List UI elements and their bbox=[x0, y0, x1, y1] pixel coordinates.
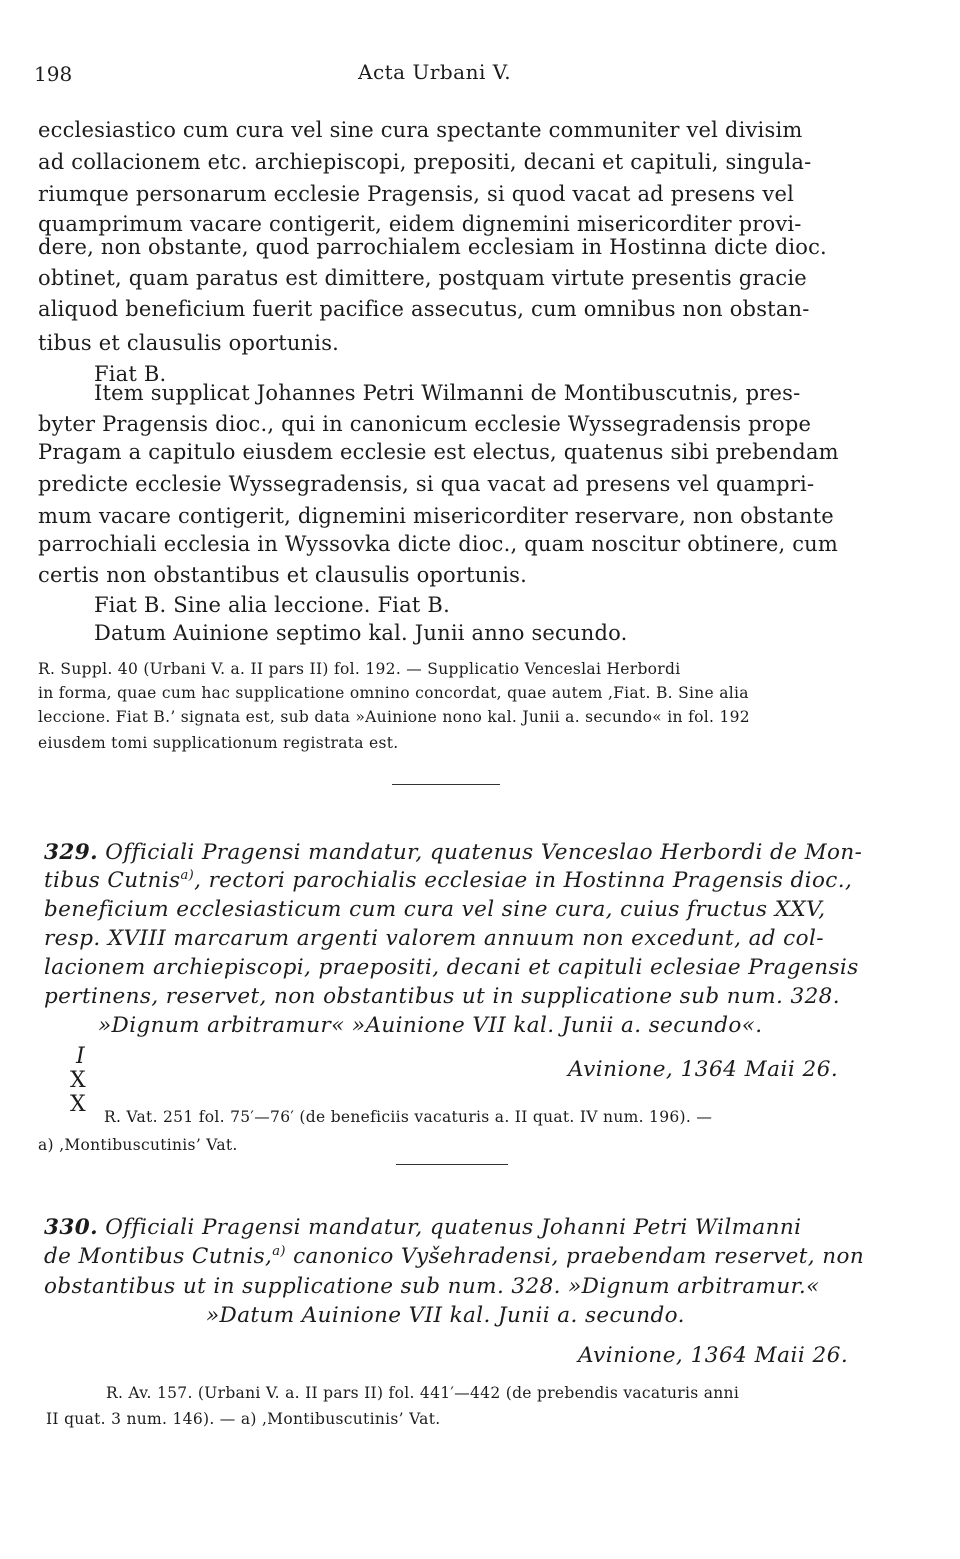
separator-rule bbox=[392, 784, 500, 785]
body-line: certis non obstantibus et clausulis oportunis. bbox=[38, 563, 528, 587]
body-line: ecclesiastico cum cura vel sine cura spectante communiter vel divisim bbox=[38, 118, 803, 142]
body-line: Pragam a capitulo eiusdem ecclesie est electus, quatenus sibi prebendam bbox=[38, 440, 839, 464]
entry-summary-line: obstantibus ut in supplicatione sub num. 328. »Dignum arbitramur.« bbox=[44, 1274, 820, 1299]
entry-number: 330. bbox=[44, 1215, 98, 1240]
entry-footnote: a) ‚Montibuscutinis’ Vat. bbox=[38, 1136, 238, 1154]
page-number: 198 bbox=[34, 62, 73, 86]
note-line: R. Suppl. 40 (Urbani V. a. II pars II) fol. 192. — Supplicatio Venceslai Herbordi bbox=[38, 660, 681, 678]
body-line: riumque personarum ecclesie Pragensis, si quod vacat ad presens vel bbox=[38, 182, 794, 206]
entry-summary-line: »Datum Auinione VII kal. Junii a. secundo. bbox=[206, 1303, 685, 1328]
entry-date: Avinione, 1364 Maii 26. bbox=[578, 1343, 849, 1368]
body-line: Item supplicat Johannes Petri Wilmanni de Montibuscutnis, pres- bbox=[94, 381, 801, 405]
body-line: mum vacare contigerit, dignemini misericorditer reservare, non obstante bbox=[38, 504, 834, 528]
entry-summary-line: »Dignum arbitramur« »Auinione VII kal. Junii a. secundo«. bbox=[98, 1013, 763, 1038]
body-line: byter Pragensis dioc., qui in canonicum ecclesie Wyssegradensis prope bbox=[38, 412, 812, 436]
body-line: predicte ecclesie Wyssegradensis, si qua vacat ad presens vel quampri- bbox=[38, 472, 815, 496]
entry-summary-line bbox=[44, 840, 862, 865]
margin-mark: X bbox=[70, 1092, 86, 1117]
summary-text: de Montibus Cutnis, bbox=[44, 1244, 273, 1270]
body-line: quamprimum vacare contigerit, eidem dignemini misericorditer provi- bbox=[38, 212, 802, 236]
margin-mark: X bbox=[70, 1068, 86, 1093]
margin-mark: I bbox=[76, 1044, 85, 1069]
entry-summary-line: beneficium ecclesiasticum cum cura vel sine cura, cuius fructus XXV, bbox=[44, 897, 826, 922]
entry-summary-text: Officiali Pragensi mandatur, quatenus Johanni Petri Wilmanni bbox=[105, 1215, 802, 1240]
body-line: dere, non obstante, quod parrochialem ecclesiam in Hostinna dicte dioc. bbox=[38, 235, 827, 259]
note-line: leccione. Fiat B.’ signata est, sub data »Auinione nono kal. Junii a. secundo« in fol. 192 bbox=[38, 708, 750, 726]
entry-summary-line bbox=[44, 1215, 801, 1240]
entry-summary-line: pertinens, reservet, non obstantibus ut in supplicatione sub num. 328. bbox=[44, 984, 840, 1009]
entry-summary-line: lacionem archiepiscopi, praepositi, decani et capituli eclesiae Pragensis bbox=[44, 955, 859, 980]
footnote-ref: a) bbox=[272, 1244, 286, 1259]
note-line: eiusdem tomi supplicationum registrata est. bbox=[38, 734, 399, 752]
body-line: Fiat B. Sine alia leccione. Fiat B. bbox=[94, 593, 450, 617]
entry-summary-line: resp. XVIII marcarum argenti valorem annuum non excedunt, ad col- bbox=[44, 926, 824, 951]
note-line: in forma, quae cum hac supplicatione omnino concordat, quae autem ‚Fiat. B. Sine alia bbox=[38, 684, 749, 702]
body-line: ad collacionem etc. archiepiscopi, prepositi, decani et capituli, singula- bbox=[38, 150, 812, 174]
body-line: Datum Auinione septimo kal. Junii anno secundo. bbox=[94, 621, 628, 645]
body-line: obtinet, quam paratus est dimittere, postquam virtute presentis gracie bbox=[38, 266, 807, 290]
entry-date: Avinione, 1364 Maii 26. bbox=[568, 1057, 839, 1082]
running-title: Acta Urbani V. bbox=[358, 60, 512, 84]
body-line: aliquod beneficium fuerit pacifice assecutus, cum omnibus non obstan- bbox=[38, 297, 810, 321]
entry-summary-line bbox=[44, 868, 852, 893]
summary-text: , rectori parochialis ecclesiae in Hostinna Pragensis dioc., bbox=[194, 868, 853, 894]
body-line: tibus et clausulis oportunis. bbox=[38, 331, 340, 355]
body-line: Fiat B. bbox=[94, 362, 167, 386]
entry-summary-line bbox=[44, 1244, 864, 1269]
entry-source: R. Av. 157. (Urbani V. a. II pars II) fol. 441′—442 (de prebendis vacaturis anni bbox=[106, 1384, 740, 1402]
entry-number: 329. bbox=[44, 840, 98, 865]
footnote-ref: a) bbox=[180, 868, 195, 883]
entry-source: R. Vat. 251 fol. 75′—76′ (de beneficiis vacaturis a. II quat. IV num. 196). — bbox=[104, 1108, 713, 1126]
separator-rule bbox=[396, 1164, 508, 1165]
summary-text: tibus Cutnis bbox=[44, 868, 181, 894]
summary-text: canonico Vyšehradensi, praebendam reservet, non bbox=[285, 1244, 865, 1270]
entry-summary-text: Officiali Pragensi mandatur, quatenus Venceslao Herbordi de Mon- bbox=[105, 840, 863, 865]
body-line: parrochiali ecclesia in Wyssovka dicte dioc., quam noscitur obtinere, cum bbox=[38, 532, 839, 556]
entry-source: II quat. 3 num. 146). — a) ‚Montibuscutinis’ Vat. bbox=[46, 1410, 441, 1428]
